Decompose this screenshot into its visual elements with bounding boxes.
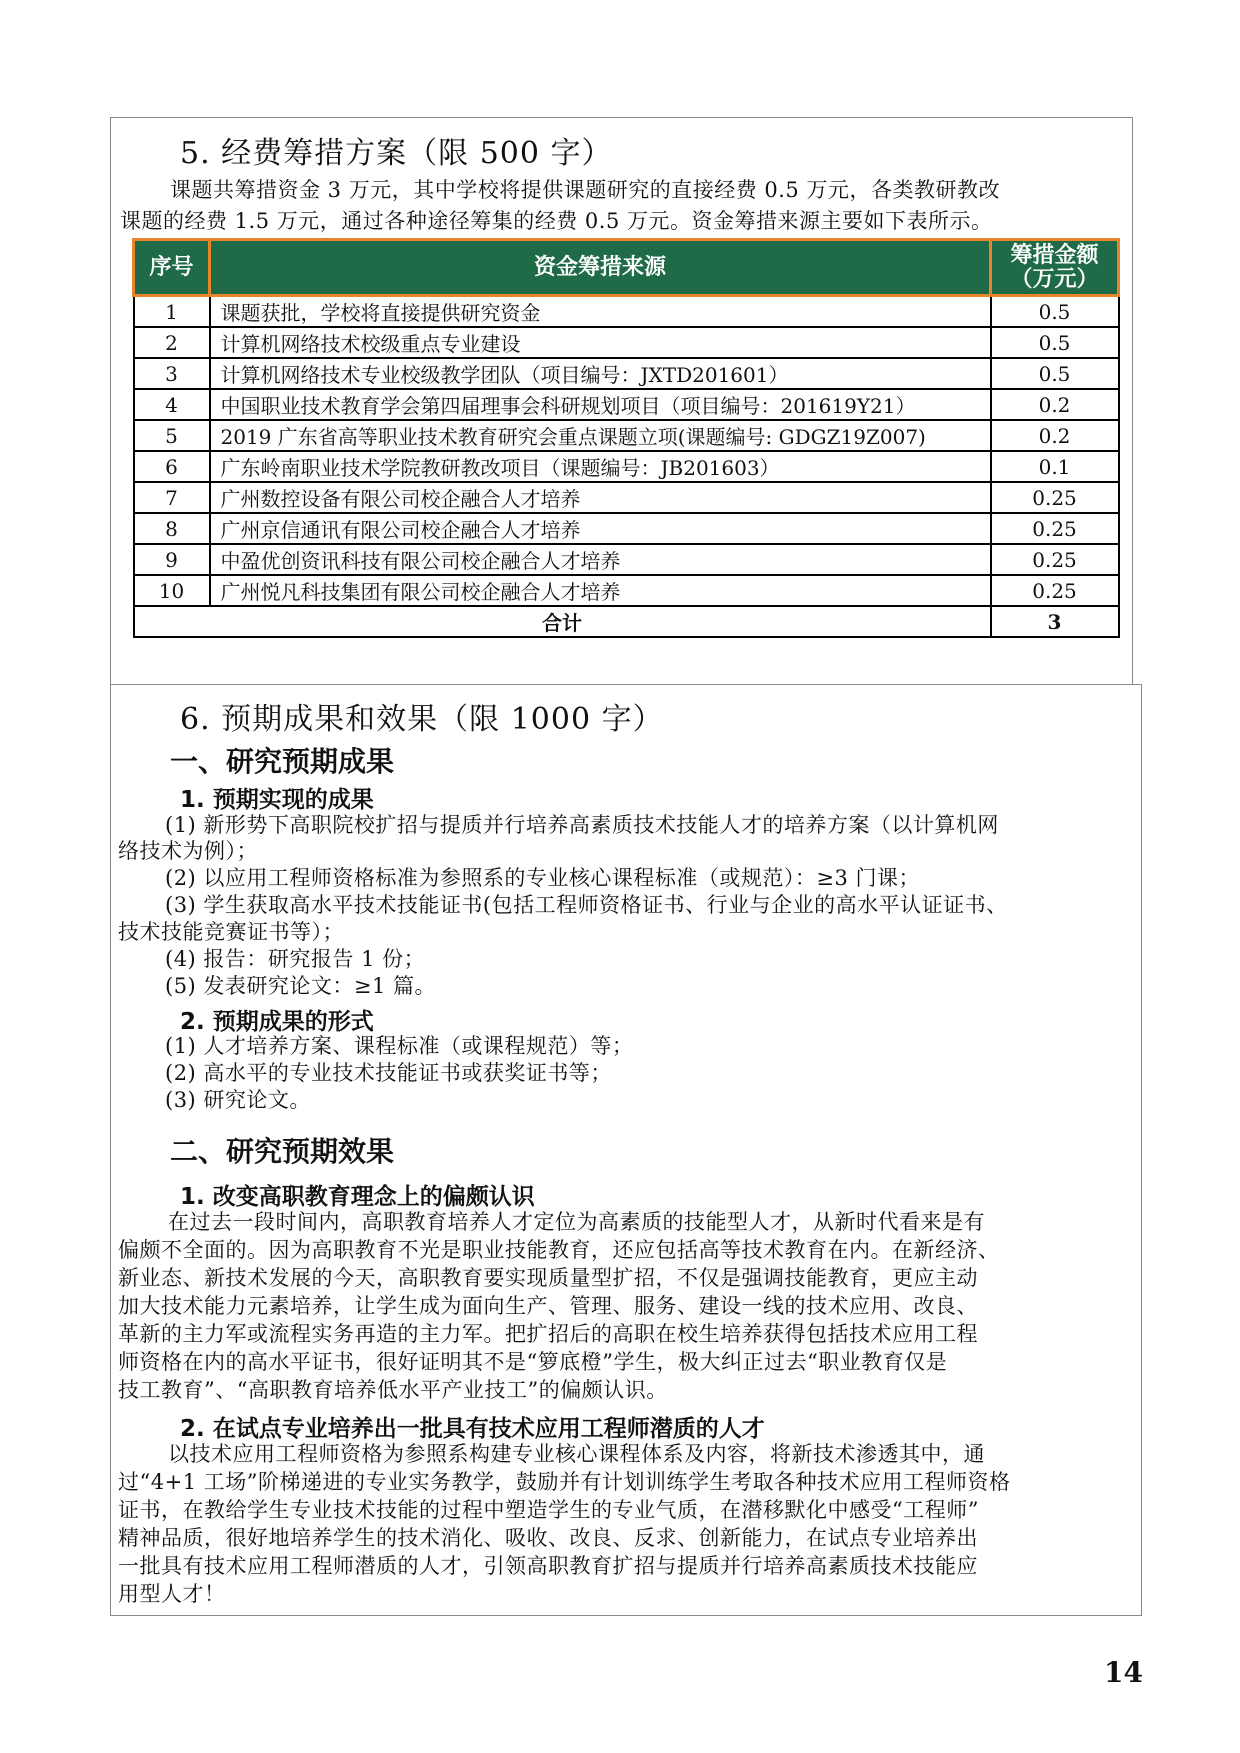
p1-heading: 1. 预期实现的成果 [180,787,374,813]
e2-line: 过“4+1 工场”阶梯递进的专业实务教学，鼓励并有计划训练学生考取各种技术应用工程师资格 [118,1470,1011,1494]
row-source: 广州数控设备有限公司校企融合人才培养 [210,482,991,513]
row-source: 计算机网络技术校级重点专业建设 [210,327,991,358]
row-amount: 0.2 [991,420,1119,451]
p1-item: 技术技能竞赛证书等）； [118,920,344,944]
part2-title: 二、研究预期效果 [170,1135,395,1168]
table-row [134,513,1119,544]
e2-paragraph [118,1440,1128,1608]
row-amount: 0.25 [991,513,1119,544]
row-source: 广州悦凡科技集团有限公司校企融合人才培养 [210,575,991,606]
e2-line: 一批具有技术应用工程师潜质的人才，引领高职教育扩招与提质并行培养高素质技术技能应 [118,1554,978,1578]
row-no: 6 [134,451,210,482]
row-source: 课题获批，学校将直接提供研究资金 [210,296,991,328]
row-no: 7 [134,482,210,513]
funding-table [132,238,1120,638]
e1-line: 革新的主力军或流程实务再造的主力军。把扩招后的高职在校生培养获得包括技术应用工程 [118,1322,978,1346]
row-no: 5 [134,420,210,451]
e1-line: 加大技术能力元素培养，让学生成为面向生产、管理、服务、建设一线的技术应用、改良、 [118,1294,978,1318]
section5-intro [120,175,1125,237]
table-row [134,575,1119,606]
row-amount: 0.5 [991,327,1119,358]
total-label: 合计 [134,606,991,637]
e1-line: 偏颇不全面的。因为高职教育不光是职业技能教育，还应包括高等技术教育在内。在新经济、 [118,1238,1000,1262]
row-amount: 0.1 [991,451,1119,482]
header-amount: 筹措金额（万元） [991,240,1119,296]
p2-heading: 2. 预期成果的形式 [180,1009,374,1035]
e1-line: 技工教育”、“高职教育培养低水平产业技工”的偏颇认识。 [118,1378,668,1402]
table-row [134,296,1119,328]
row-amount: 0.5 [991,358,1119,389]
row-source: 广东岭南职业技术学院教研教改项目（课题编号：JB201603） [210,451,991,482]
row-amount: 0.25 [991,482,1119,513]
header-source: 资金筹措来源 [210,240,991,296]
e2-line: 用型人才！ [118,1582,226,1606]
row-amount: 0.25 [991,544,1119,575]
part1-title: 一、研究预期成果 [170,745,395,778]
e1-line: 师资格在内的高水平证书，很好证明其不是“箩底橙”学生，极大纠正过去“职业教育仅是 [118,1350,948,1374]
p2-item: (3) 研究论文。 [165,1088,311,1112]
section6-title: 6. 预期成果和效果（限 1000 字） [180,702,664,737]
section5-title: 5. 经费筹措方案（限 500 字） [180,136,613,171]
row-source: 2019 广东省高等职业技术教育研究会重点课题立项(课题编号: GDGZ19Z007) [210,420,991,451]
p2-item: (1) 人才培养方案、课程标准（或课程规范）等； [165,1034,634,1058]
row-no: 10 [134,575,210,606]
row-no: 2 [134,327,210,358]
table-row [134,420,1119,451]
intro-line: 课题的经费 1.5 万元，通过各种途径筹集的经费 0.5 万元。资金筹措来源主要如下表所示。 [120,209,993,233]
p1-item: (3) 学生获取高水平技术技能证书(包括工程师资格证书、行业与企业的高水平认证证书、 [165,893,1008,917]
e1-paragraph [118,1208,1128,1404]
p1-item: 络技术为例）； [118,839,258,863]
row-no: 9 [134,544,210,575]
table-row [134,327,1119,358]
row-no: 8 [134,513,210,544]
row-amount: 0.25 [991,575,1119,606]
table-body [134,296,1119,607]
row-no: 4 [134,389,210,420]
page-number: 14 [1104,1656,1143,1689]
row-source: 中盈优创资讯科技有限公司校企融合人才培养 [210,544,991,575]
e1-heading: 1. 改变高职教育理念上的偏颇认识 [180,1184,535,1210]
table-row [134,451,1119,482]
p1-item: (1) 新形势下高职院校扩招与提质并行培养高素质技术技能人才的培养方案（以计算机网 [165,813,999,837]
p1-item: (2) 以应用工程师资格标准为参照系的专业核心课程标准（或规范）：≥3 门课； [165,866,921,890]
e2-heading: 2. 在试点专业培养出一批具有技术应用工程师潜质的人才 [180,1416,765,1442]
p1-item: (5) 发表研究论文：≥1 篇。 [165,974,437,998]
e1-line: 在过去一段时间内，高职教育培养人才定位为高素质的技能型人才，从新时代看来是有 [168,1210,985,1234]
row-source: 中国职业技术教育学会第四届理事会科研规划项目（项目编号：201619Y21） [210,389,991,420]
total-value: 3 [991,606,1119,637]
header-no: 序号 [134,240,210,296]
table-row [134,358,1119,389]
row-no: 1 [134,296,210,328]
table-row [134,482,1119,513]
p2-item: (2) 高水平的专业技术技能证书或获奖证书等； [165,1061,612,1085]
table-header-row [134,240,1119,296]
table-total-row [134,606,1119,637]
intro-line: 课题共筹措资金 3 万元，其中学校将提供课题研究的直接经费 0.5 万元，各类教研教改 [170,178,1000,202]
e2-line: 以技术应用工程师资格为参照系构建专业核心课程体系及内容，将新技术渗透其中，通 [168,1442,985,1466]
row-amount: 0.2 [991,389,1119,420]
row-amount: 0.5 [991,296,1119,328]
e1-line: 新业态、新技术发展的今天，高职教育要实现质量型扩招，不仅是强调技能教育，更应主动 [118,1266,978,1290]
e2-line: 精神品质，很好地培养学生的技术消化、吸收、改良、反求、创新能力，在试点专业培养出 [118,1526,978,1550]
table-row [134,544,1119,575]
e2-line: 证书，在教给学生专业技术技能的过程中塑造学生的专业气质，在潜移默化中感受“工程师” [118,1498,979,1522]
row-no: 3 [134,358,210,389]
table-row [134,389,1119,420]
row-source: 广州京信通讯有限公司校企融合人才培养 [210,513,991,544]
row-source: 计算机网络技术专业校级教学团队（项目编号：JXTD201601） [210,358,991,389]
p1-item: (4) 报告：研究报告 1 份； [165,947,426,971]
